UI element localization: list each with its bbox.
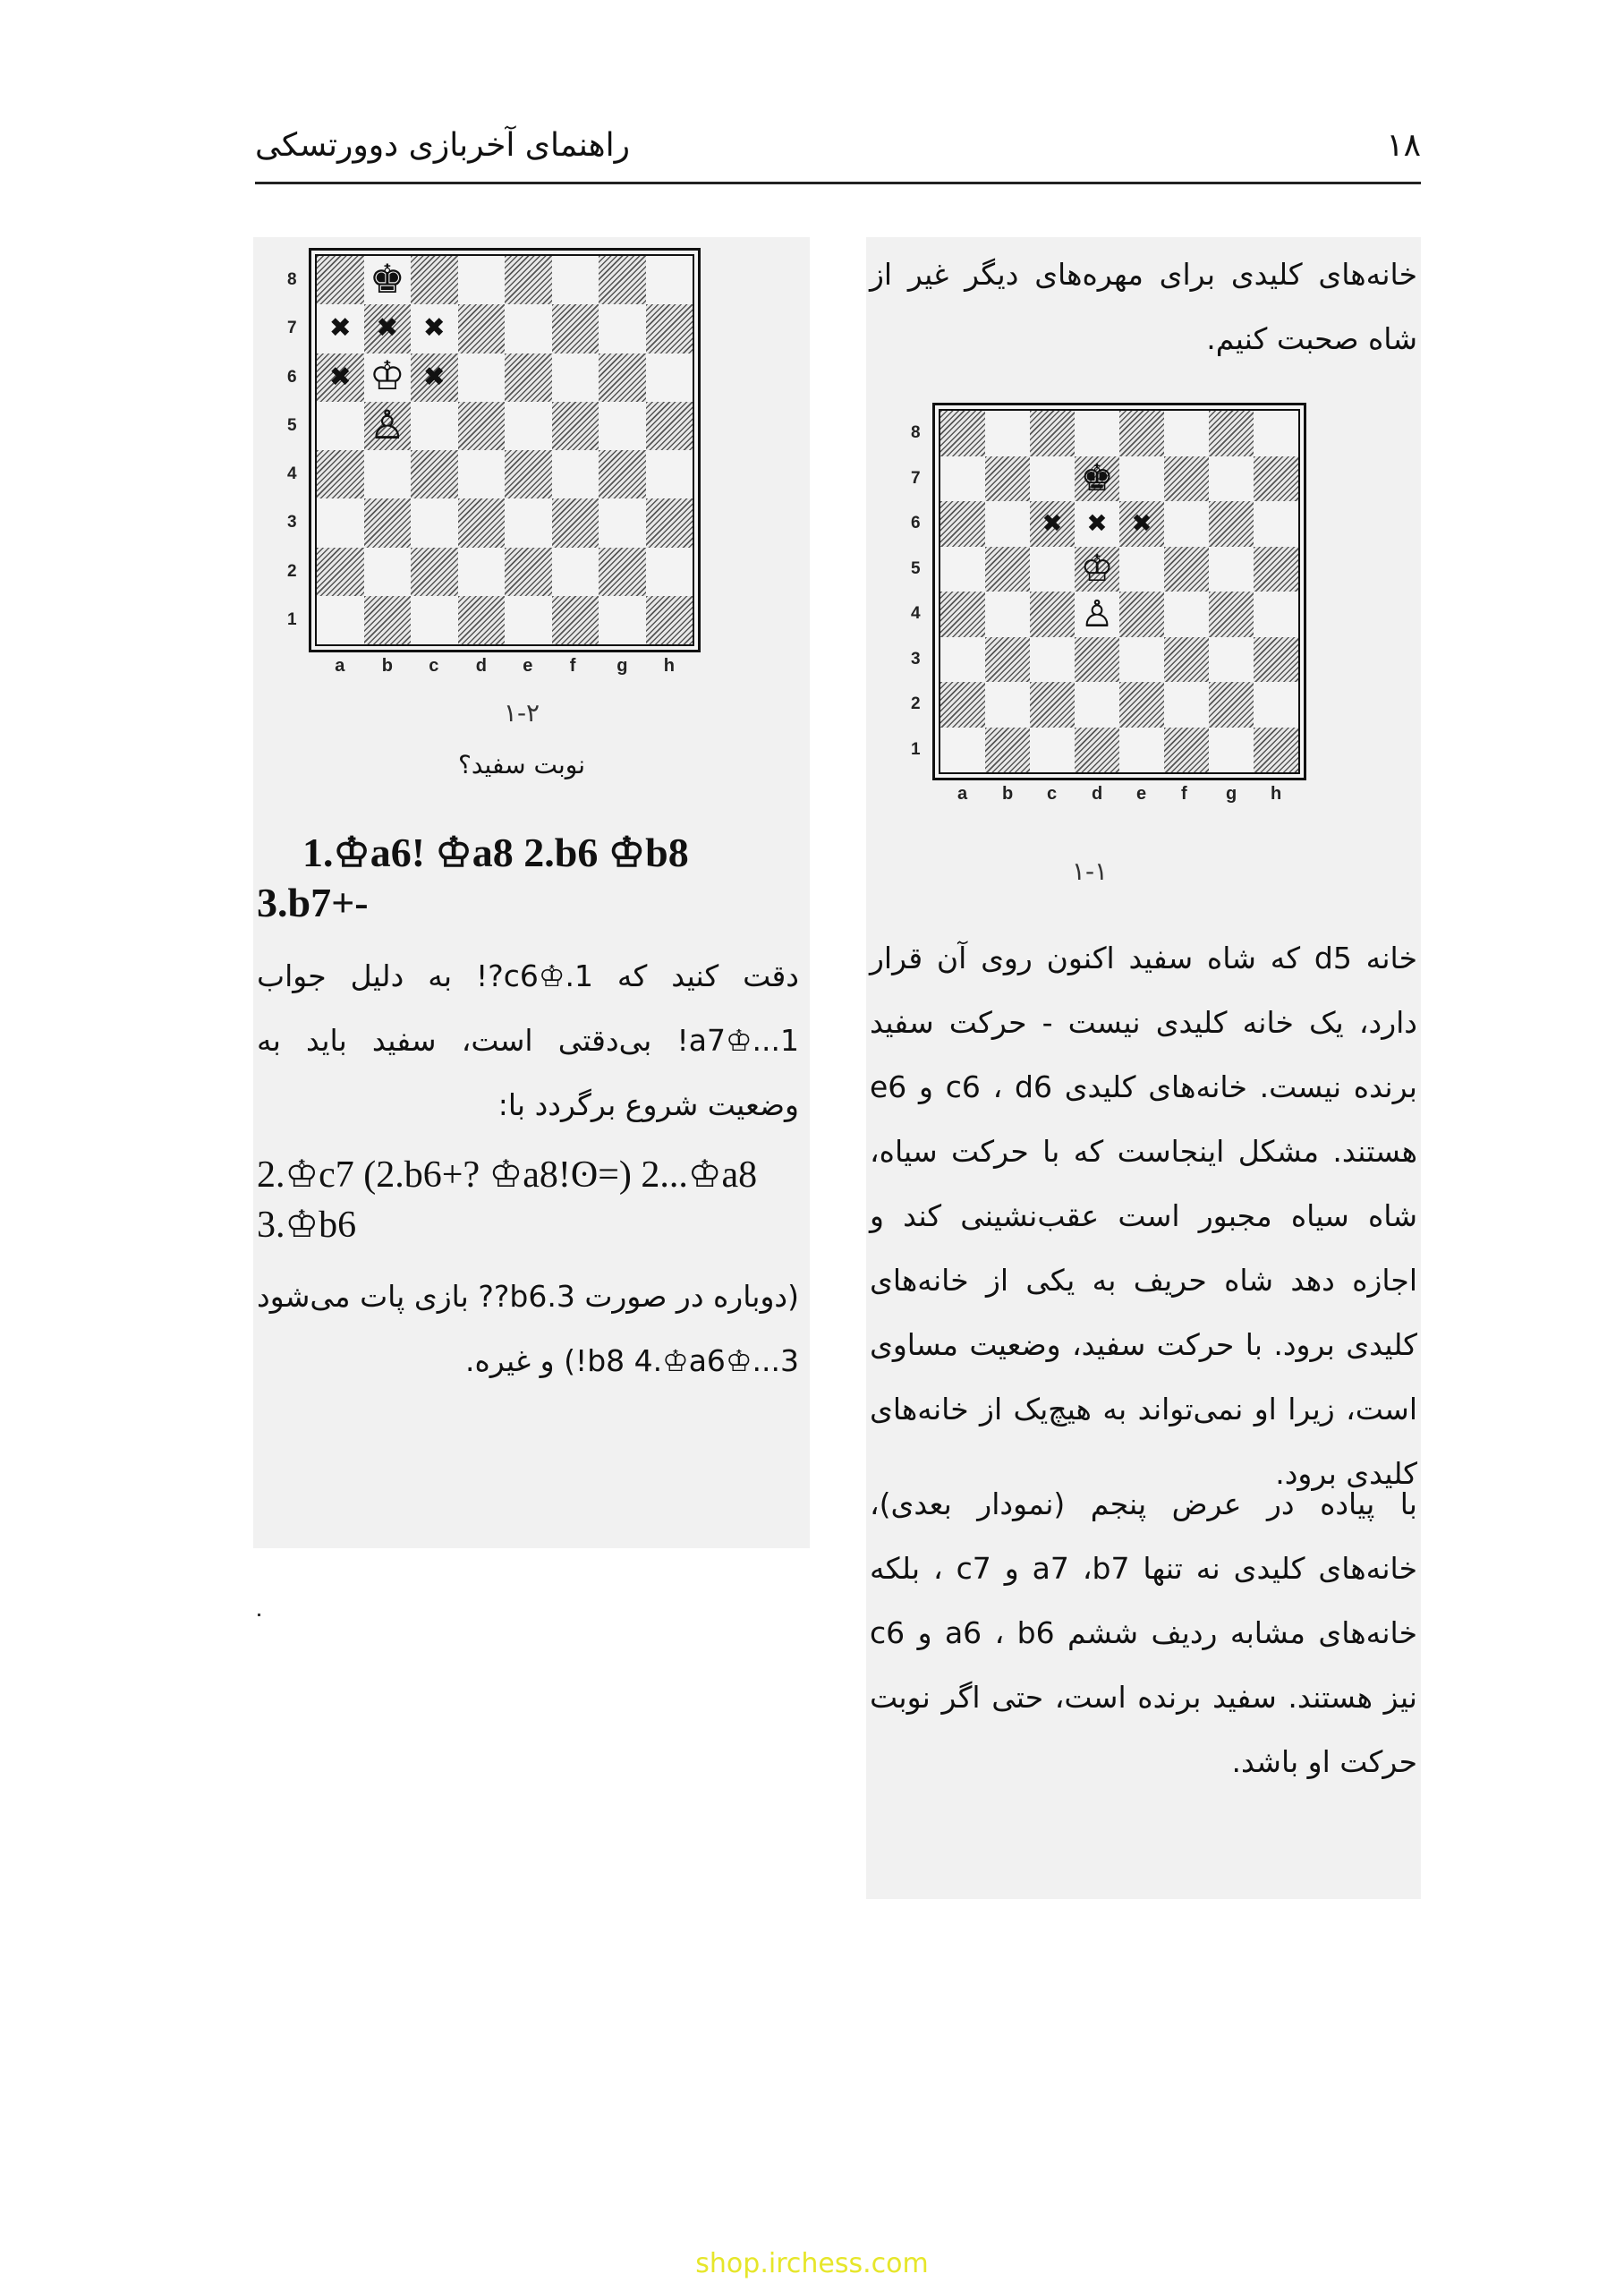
file-label: a [335,656,345,676]
square-c5 [1030,547,1075,592]
square-c7 [411,304,458,353]
square-f1 [552,596,599,644]
file-label: a [957,784,968,804]
key-square-x-icon: ✖ [328,361,352,393]
square-d6 [1075,501,1119,547]
square-d7 [458,304,506,353]
square-a8 [940,411,985,456]
square-e1 [1119,728,1164,773]
square-f8 [552,256,599,304]
square-a5 [317,402,364,450]
square-a8 [317,256,364,304]
square-h5 [646,402,693,450]
square-b6 [985,501,1030,547]
page-header [255,116,1421,183]
key-square-x-icon: ✖ [422,312,446,345]
square-d3 [458,498,506,547]
square-c2 [411,548,458,596]
square-c8 [411,256,458,304]
file-label: f [569,656,576,676]
square-e3 [1119,637,1164,683]
rank-label: 3 [911,649,921,669]
square-d4 [1075,592,1119,637]
square-c1 [411,596,458,644]
square-h2 [1254,682,1298,728]
square-h1 [646,596,693,644]
square-e4 [505,450,552,498]
rank-label: 2 [287,561,297,581]
header-divider [255,182,1421,184]
main-line-continuation: 3.b7+- [257,880,369,925]
stalemate-paragraph: (دوباره در صورت 3.b6?? بازی پات می‌شود 3...♔b8 4.♔a6!) و غیره. [257,1279,799,1378]
file-label: h [1271,784,1282,804]
file-label: d [1092,784,1103,804]
square-g8 [599,256,646,304]
square-d3 [1075,637,1119,683]
key-square-x-icon: ✖ [328,312,352,345]
key-square-x-icon: ✖ [1086,508,1108,539]
key-square-x-icon: ✖ [1042,508,1063,539]
square-a7 [317,304,364,353]
square-a5 [940,547,985,592]
square-c4 [1030,592,1075,637]
square-c4 [411,450,458,498]
chess-diagram-1-2 [278,248,699,686]
square-g2 [599,548,646,596]
square-b7 [985,456,1030,502]
square-e2 [1119,682,1164,728]
square-e3 [505,498,552,547]
square-f5 [552,402,599,450]
rank-label: 5 [287,415,297,435]
chessboard [315,254,694,646]
rank-label: 3 [287,513,297,532]
square-f3 [552,498,599,547]
rank-label: 8 [911,423,921,443]
square-a2 [940,682,985,728]
square-f2 [1164,682,1209,728]
square-g5 [1209,547,1254,592]
square-g4 [1209,592,1254,637]
white-pawn-icon: ♙ [1080,592,1114,635]
square-h1 [1254,728,1298,773]
square-c7 [1030,456,1075,502]
square-e4 [1119,592,1164,637]
square-g1 [599,596,646,644]
square-a6 [317,353,364,402]
square-f4 [1164,592,1209,637]
square-g6 [1209,501,1254,547]
square-h6 [646,353,693,402]
square-b4 [985,592,1030,637]
chess-diagram-1-1 [902,403,1305,814]
square-b5 [985,547,1030,592]
square-b1 [985,728,1030,773]
file-label: e [523,656,533,676]
main-line: 1.♔a6! ♔a8 2.b6 ♔b8 [302,830,689,875]
square-h7 [646,304,693,353]
rank-label: 2 [911,694,921,714]
square-e7 [505,304,552,353]
square-d8 [1075,411,1119,456]
square-b2 [364,548,412,596]
board-frame [932,403,1306,780]
square-d2 [1075,682,1119,728]
left-text-block [253,828,803,1393]
square-f8 [1164,411,1209,456]
square-b4 [364,450,412,498]
square-d7 [1075,456,1119,502]
square-c6 [411,353,458,402]
square-a7 [940,456,985,502]
square-f6 [552,353,599,402]
square-f3 [1164,637,1209,683]
square-h8 [1254,411,1298,456]
watermark: shop.irchess.com [695,2248,929,2279]
square-h4 [646,450,693,498]
diagram-number: ۱-۱ [1071,856,1109,886]
file-label: g [1226,784,1237,804]
square-f2 [552,548,599,596]
white-king-icon: ♔ [1080,547,1114,591]
file-label: b [1002,784,1014,804]
square-e5 [1119,547,1164,592]
square-a4 [940,592,985,637]
square-d4 [458,450,506,498]
black-king-icon: ♚ [369,256,405,302]
square-a1 [317,596,364,644]
variation-line: 2.♔c7 (2.b6+? ♔a8!ʘ=) 2...♔a8 [257,1154,758,1196]
square-b1 [364,596,412,644]
rank-label: 1 [287,609,297,629]
board-frame [309,248,701,652]
variation-line-continuation: 3.♔b6 [257,1205,357,1246]
file-label: e [1136,784,1147,804]
white-pawn-icon: ♙ [369,402,405,448]
key-square-x-icon: ✖ [376,312,399,345]
page-number: ۱۸ [1386,127,1421,164]
rank-label: 7 [287,319,297,338]
rank-label: 4 [911,604,921,624]
white-king-icon: ♔ [369,353,405,400]
square-e8 [1119,411,1164,456]
square-h2 [646,548,693,596]
square-h7 [1254,456,1298,502]
running-title: راهنمای آخربازی دوورتسکی [255,127,630,164]
square-d6 [458,353,506,402]
square-f6 [1164,501,1209,547]
key-square-x-icon: ✖ [422,361,446,393]
square-a3 [317,498,364,547]
file-label: f [1181,784,1187,804]
square-c6 [1030,501,1075,547]
square-h4 [1254,592,1298,637]
square-b6 [364,353,412,402]
square-d5 [458,402,506,450]
rank-label: 6 [287,367,297,387]
square-g6 [599,353,646,402]
square-h5 [1254,547,1298,592]
key-squares-paragraph: خانه d5 که شاه سفید اکنون روی آن قرار دارد، یک خانه کلیدی نیست - حرکت سفید برنده نیست. خانه‌های کلیدی c6 ، d6 و e6 هستند. مشکل اینجاست که با حرکت سیاه، شاه سیاه مجبور است عقب‌نشینی کند و اجازه دهد شاه حریف به یکی از خانه‌های کلیدی برود. با حرکت سفید، وضعیت مساوی است، زیرا او نمی‌تواند به هیچ‌یک از خانه‌های کلیدی برود. [870,941,1418,1491]
file-label: c [429,656,439,676]
square-c3 [411,498,458,547]
square-c2 [1030,682,1075,728]
square-f5 [1164,547,1209,592]
square-f7 [552,304,599,353]
square-h3 [1254,637,1298,683]
square-f1 [1164,728,1209,773]
square-b7 [364,304,412,353]
diagram-subcaption: نوبت سفید؟ [457,750,586,779]
square-a2 [317,548,364,596]
rank-label: 8 [287,270,297,290]
square-a4 [317,450,364,498]
square-g1 [1209,728,1254,773]
square-e7 [1119,456,1164,502]
square-d5 [1075,547,1119,592]
square-f7 [1164,456,1209,502]
square-g7 [599,304,646,353]
square-c5 [411,402,458,450]
file-label: d [475,656,487,676]
rank-label: 7 [911,468,921,488]
square-a3 [940,637,985,683]
square-a1 [940,728,985,773]
square-f4 [552,450,599,498]
square-e5 [505,402,552,450]
square-g4 [599,450,646,498]
rank-label: 5 [911,558,921,578]
key-square-x-icon: ✖ [1131,508,1152,539]
fifth-rank-paragraph: با پیاده در عرض پنجم (نمودار بعدی)، خانه‌های کلیدی نه تنها a7 ،b7 و c7 ، بلکه خانه‌های مشابه ردیف ششم a6 ، b6 و c6 نیز هستند. سفید برنده است، حتی اگر نوبت حرکت او باشد. [870,1486,1418,1779]
square-g8 [1209,411,1254,456]
square-g2 [1209,682,1254,728]
square-b3 [364,498,412,547]
square-c8 [1030,411,1075,456]
intro-paragraph: خانه‌های کلیدی برای مهره‌های دیگر غیر از شاه صحبت کنیم. [870,257,1417,356]
square-h8 [646,256,693,304]
square-e6 [1119,501,1164,547]
square-h3 [646,498,693,547]
file-label: b [381,656,393,676]
rank-label: 1 [911,739,921,759]
square-e1 [505,596,552,644]
diagram-number: ۱-۲ [503,698,540,728]
square-c1 [1030,728,1075,773]
square-b8 [985,411,1030,456]
rank-label: 4 [287,464,297,484]
square-g3 [1209,637,1254,683]
square-c3 [1030,637,1075,683]
square-b5 [364,402,412,450]
square-d1 [1075,728,1119,773]
stray-mark [258,1614,260,1616]
square-b8 [364,256,412,304]
file-label: h [663,656,675,676]
square-g5 [599,402,646,450]
black-king-icon: ♚ [1080,456,1114,500]
chessboard [939,409,1300,774]
square-d8 [458,256,506,304]
left-column [253,237,810,1548]
square-d2 [458,548,506,596]
square-e6 [505,353,552,402]
square-a6 [940,501,985,547]
square-g7 [1209,456,1254,502]
square-b2 [985,682,1030,728]
right-column [866,237,1421,1899]
square-d1 [458,596,506,644]
rank-label: 6 [911,514,921,533]
note-paragraph: دقت کنید که 1.♔c6?! به دلیل جواب 1...♔a7! بی‌دقتی است، سفید باید به وضعیت شروع برگردد با: [257,958,799,1122]
square-e8 [505,256,552,304]
square-e2 [505,548,552,596]
square-g3 [599,498,646,547]
square-h6 [1254,501,1298,547]
file-label: c [1047,784,1058,804]
square-b3 [985,637,1030,683]
file-label: g [616,656,628,676]
